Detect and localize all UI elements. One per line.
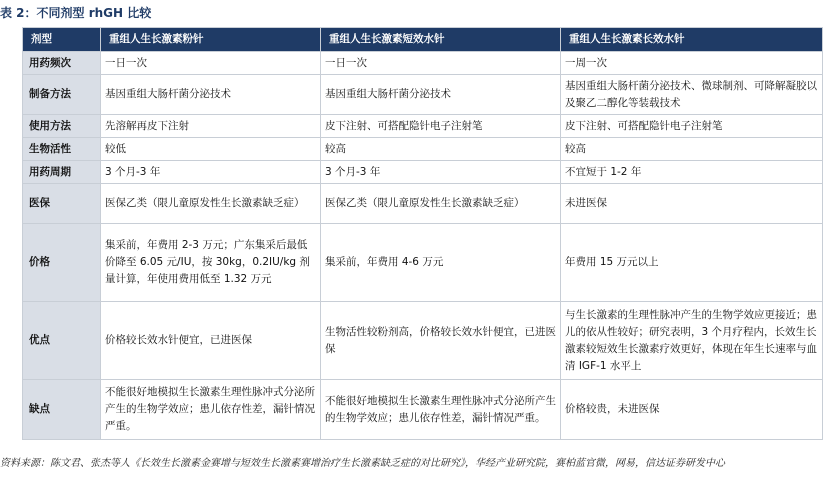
- table-cell: 医保乙类（限儿童原发性生长激素缺乏症）: [321, 184, 561, 224]
- row-label: 用药频次: [23, 52, 101, 75]
- table-cell: 与生长激素的生理性脉冲产生的生物学效应更接近；患儿的依从性较好；研究表明，3 个月疗程内，长效生长激素较短效生长激素疗效更好，体现在年生长速率与血清 IGF-1 水平上: [561, 302, 823, 380]
- table-row: [23, 184, 823, 224]
- table-title: 表 2：不同剂型 rhGH 比较: [0, 6, 152, 20]
- table-cell: 集采前，年费用 4-6 万元: [321, 224, 561, 302]
- table-cell: 皮下注射、可搭配隐针电子注射笔: [561, 115, 823, 138]
- column-header: 剂型: [23, 28, 101, 52]
- table-cell: 先溶解再皮下注射: [101, 115, 321, 138]
- row-label: 制备方法: [23, 75, 101, 115]
- table-cell: 年费用 15 万元以上: [561, 224, 823, 302]
- row-label: 优点: [23, 302, 101, 380]
- row-label: 医保: [23, 184, 101, 224]
- row-label: 使用方法: [23, 115, 101, 138]
- column-header: 重组人生长激素粉针: [101, 28, 321, 52]
- row-label: 价格: [23, 224, 101, 302]
- table-cell: 一日一次: [101, 52, 321, 75]
- column-header: 重组人生长激素长效水针: [561, 28, 823, 52]
- table-row: [23, 224, 823, 302]
- row-label: 生物活性: [23, 138, 101, 161]
- table-cell: 3 个月-3 年: [101, 161, 321, 184]
- table-cell: 较低: [101, 138, 321, 161]
- table-row: [23, 138, 823, 161]
- table-cell: 不能很好地模拟生长激素生理性脉冲式分泌所产生的生物学效应；患儿依存性差，漏针情况严重。: [321, 380, 561, 440]
- comparison-table: [22, 27, 823, 440]
- table-cell: 基因重组大肠杆菌分泌技术: [101, 75, 321, 115]
- table-cell: 生物活性较粉剂高，价格较长效水针便宜，已进医保: [321, 302, 561, 380]
- row-label: 用药周期: [23, 161, 101, 184]
- table-cell: 较高: [321, 138, 561, 161]
- table-row: [23, 380, 823, 440]
- row-label: 缺点: [23, 380, 101, 440]
- table-cell: 不能很好地模拟生长激素生理性脉冲式分泌所产生的生物学效应；患儿依存性差，漏针情况严重。: [101, 380, 321, 440]
- table-cell: 未进医保: [561, 184, 823, 224]
- source-note: 资料来源：陈文君、张杰等人《长效生长激素金赛增与短效生长激素赛增治疗生长激素缺乏症的对比研究》，华经产业研究院，赛柏蓝官微，网易，信达证券研发中心: [0, 458, 725, 469]
- header-row: [23, 28, 823, 52]
- column-header: 重组人生长激素短效水针: [321, 28, 561, 52]
- table-cell: 价格较长效水针便宜，已进医保: [101, 302, 321, 380]
- table-cell: 集采前，年费用 2-3 万元；广东集采后最低价降至 6.05 元/IU，按 30kg，0.2IU/kg 剂量计算，年使用费用低至 1.32 万元: [101, 224, 321, 302]
- table-cell: 3 个月-3 年: [321, 161, 561, 184]
- table-row: [23, 75, 823, 115]
- table-cell: 基因重组大肠杆菌分泌技术、微球制剂、可降解凝胶以及聚乙二醇化等装载技术: [561, 75, 823, 115]
- table-row: [23, 302, 823, 380]
- table-cell: 基因重组大肠杆菌分泌技术: [321, 75, 561, 115]
- table-cell: 价格较贵，未进医保: [561, 380, 823, 440]
- table-cell: 皮下注射、可搭配隐针电子注射笔: [321, 115, 561, 138]
- table-cell: 医保乙类（限儿童原发性生长激素缺乏症）: [101, 184, 321, 224]
- table-row: [23, 115, 823, 138]
- table-cell: 不宜短于 1-2 年: [561, 161, 823, 184]
- table-row: [23, 161, 823, 184]
- table-row: [23, 52, 823, 75]
- table-cell: 一日一次: [321, 52, 561, 75]
- table-cell: 一周一次: [561, 52, 823, 75]
- table-cell: 较高: [561, 138, 823, 161]
